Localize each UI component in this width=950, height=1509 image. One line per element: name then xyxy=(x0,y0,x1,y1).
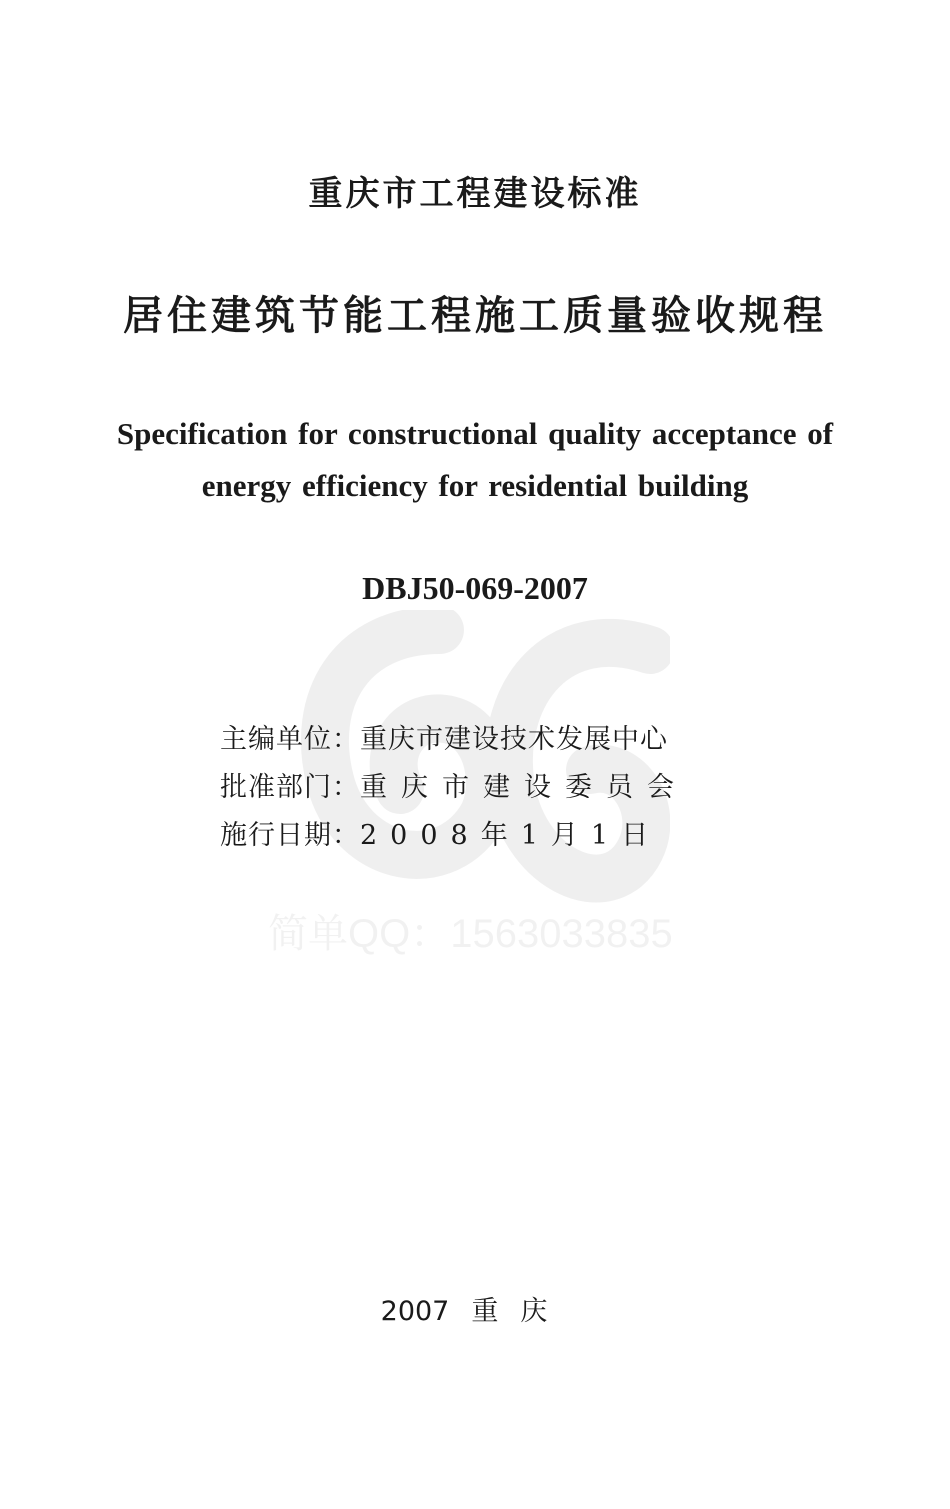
publication-city: 重庆 xyxy=(471,1296,570,1327)
editor-row xyxy=(220,716,740,764)
publication-info xyxy=(220,716,740,860)
document-title-cn: 居住建筑节能工程施工质量验收规程 xyxy=(123,293,827,339)
approver-value: 重庆市建设委员会 xyxy=(360,772,688,803)
document-title-en-line2: energy efficiency for residential building xyxy=(201,468,749,503)
watermark-text: 简单QQ：1563033835 xyxy=(268,912,673,956)
editor-value: 重庆市建设技术发展中心 xyxy=(360,724,668,755)
standard-code: DBJ50-069-2007 xyxy=(362,570,588,606)
document-title-en-line1: Specification for constructional quality acceptance of xyxy=(116,416,834,451)
standard-series-title: 重庆市工程建设标准 xyxy=(308,174,642,214)
effective-date-value: 2008年1月1日 xyxy=(360,820,662,851)
document-title-en xyxy=(0,408,950,512)
editor-label: 主编单位： xyxy=(220,724,360,755)
effective-date-row xyxy=(220,812,740,860)
approver-label: 批准部门： xyxy=(220,772,360,803)
effective-date-label: 施行日期： xyxy=(220,820,360,851)
publication-footer xyxy=(0,1292,950,1332)
approver-row xyxy=(220,764,740,812)
publication-year: 2007 xyxy=(380,1296,450,1327)
